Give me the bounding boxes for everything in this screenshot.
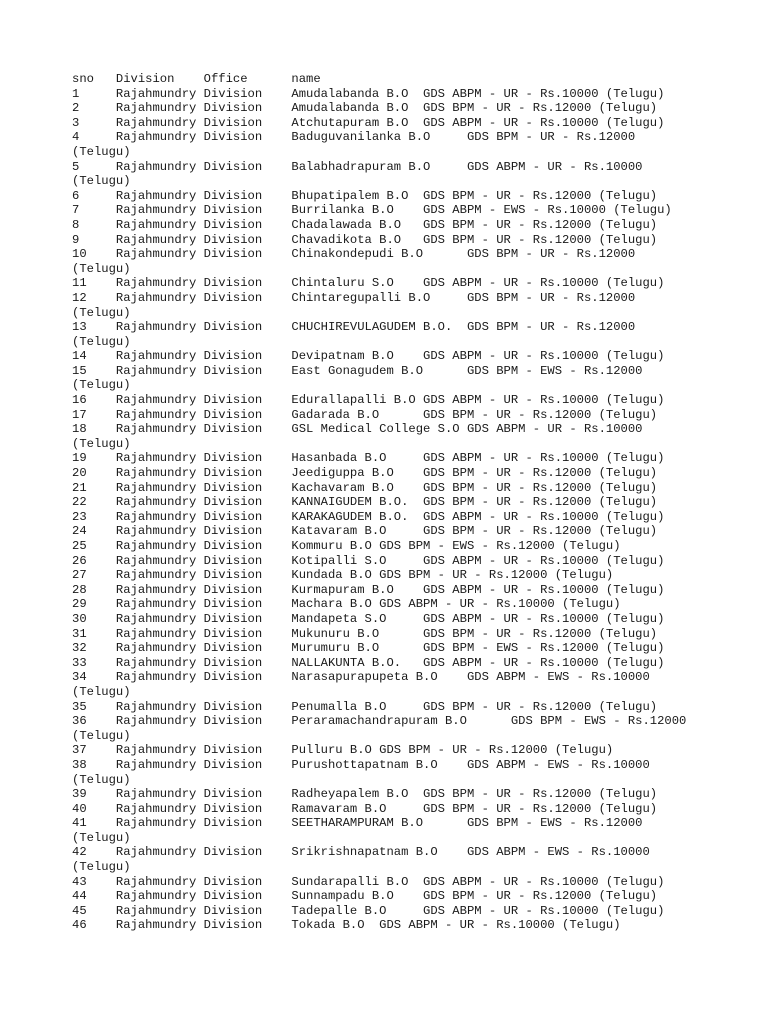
text-line: 11 Rajahmundry Division Chintaluru S.O GDS ABPM - UR - Rs.10000 (Telugu)	[72, 276, 665, 291]
text-line: (Telugu)	[72, 334, 131, 349]
text-line: 41 Rajahmundry Division SEETHARAMPURAM B.O GDS BPM - EWS - Rs.12000	[72, 816, 643, 831]
text-line: (Telugu)	[72, 305, 131, 320]
text-line: 7 Rajahmundry Division Burrilanka B.O GDS ABPM - EWS - Rs.10000 (Telugu)	[72, 203, 672, 218]
text-line: 2 Rajahmundry Division Amudalabanda B.O GDS BPM - UR - Rs.12000 (Telugu)	[72, 101, 658, 116]
text-line: (Telugu)	[72, 174, 131, 189]
text-line: 42 Rajahmundry Division Srikrishnapatnam B.O GDS ABPM - EWS - Rs.10000	[72, 845, 650, 860]
text-line: 28 Rajahmundry Division Kurmapuram B.O GDS ABPM - UR - Rs.10000 (Telugu)	[72, 582, 665, 597]
text-line: (Telugu)	[72, 772, 131, 787]
text-line: 21 Rajahmundry Division Kachavaram B.O GDS BPM - UR - Rs.12000 (Telugu)	[72, 480, 658, 495]
text-line: 15 Rajahmundry Division East Gonagudem B.O GDS BPM - EWS - Rs.12000	[72, 363, 643, 378]
text-line: 45 Rajahmundry Division Tadepalle B.O GDS ABPM - UR - Rs.10000 (Telugu)	[72, 903, 665, 918]
text-line: 26 Rajahmundry Division Kotipalli S.O GDS ABPM - UR - Rs.10000 (Telugu)	[72, 553, 665, 568]
text-line: 24 Rajahmundry Division Katavaram B.O GDS BPM - UR - Rs.12000 (Telugu)	[72, 524, 658, 539]
text-line: 40 Rajahmundry Division Ramavaram B.O GDS BPM - UR - Rs.12000 (Telugu)	[72, 801, 658, 816]
text-line: 5 Rajahmundry Division Balabhadrapuram B.O GDS ABPM - UR - Rs.10000	[72, 159, 643, 174]
text-line: 16 Rajahmundry Division Edurallapalli B.O GDS ABPM - UR - Rs.10000 (Telugu)	[72, 393, 665, 408]
text-line: 20 Rajahmundry Division Jeediguppa B.O GDS BPM - UR - Rs.12000 (Telugu)	[72, 466, 658, 481]
text-line: 25 Rajahmundry Division Kommuru B.O GDS BPM - EWS - Rs.12000 (Telugu)	[72, 539, 621, 553]
text-line: 35 Rajahmundry Division Penumalla B.O GDS BPM - UR - Rs.12000 (Telugu)	[72, 699, 658, 714]
text-line: 18 Rajahmundry Division GSL Medical College S.O GDS ABPM - UR - Rs.10000	[72, 422, 643, 437]
text-line: 1 Rajahmundry Division Amudalabanda B.O GDS ABPM - UR - Rs.10000 (Telugu)	[72, 86, 665, 101]
text-line: 10 Rajahmundry Division Chinakondepudi B.O GDS BPM - UR - Rs.12000	[72, 247, 636, 262]
text-line: 30 Rajahmundry Division Mandapeta S.O GDS ABPM - UR - Rs.10000 (Telugu)	[72, 611, 665, 626]
text-line: 22 Rajahmundry Division KANNAIGUDEM B.O. GDS BPM - UR - Rs.12000 (Telugu)	[72, 495, 658, 510]
text-line: 17 Rajahmundry Division Gadarada B.O GDS BPM - UR - Rs.12000 (Telugu)	[72, 407, 658, 422]
text-line: (Telugu)	[72, 860, 131, 875]
text-line: 4 Rajahmundry Division Baduguvanilanka B.O GDS BPM - UR - Rs.12000	[72, 130, 636, 145]
text-line: 8 Rajahmundry Division Chadalawada B.O GDS BPM - UR - Rs.12000 (Telugu)	[72, 217, 658, 232]
text-line: 14 Rajahmundry Division Devipatnam B.O GDS ABPM - UR - Rs.10000 (Telugu)	[72, 349, 665, 364]
text-line: 12 Rajahmundry Division Chintaregupalli B.O GDS BPM - UR - Rs.12000	[72, 290, 636, 305]
text-line: 9 Rajahmundry Division Chavadikota B.O GDS BPM - UR - Rs.12000 (Telugu)	[72, 232, 658, 247]
text-line: 29 Rajahmundry Division Machara B.O GDS ABPM - UR - Rs.10000 (Telugu)	[72, 597, 621, 612]
text-line: 13 Rajahmundry Division CHUCHIREVULAGUDEM B.O. GDS BPM - UR - Rs.12000	[72, 320, 636, 335]
text-line: (Telugu)	[72, 728, 131, 743]
text-line: 32 Rajahmundry Division Murumuru B.O GDS BPM - EWS - Rs.12000 (Telugu)	[72, 641, 665, 656]
text-line: 38 Rajahmundry Division Purushottapatnam B.O GDS ABPM - EWS - Rs.10000	[72, 757, 650, 772]
text-line: 6 Rajahmundry Division Bhupatipalem B.O GDS BPM - UR - Rs.12000 (Telugu)	[72, 188, 658, 203]
text-line: 23 Rajahmundry Division KARAKAGUDEM B.O. GDS ABPM - UR - Rs.10000 (Telugu)	[72, 509, 665, 524]
text-line: (Telugu)	[72, 261, 131, 276]
text-line: 37 Rajahmundry Division Pulluru B.O GDS BPM - UR - Rs.12000 (Telugu)	[72, 743, 614, 758]
text-line: 33 Rajahmundry Division NALLAKUNTA B.O. GDS ABPM - UR - Rs.10000 (Telugu)	[72, 655, 665, 670]
text-line: 44 Rajahmundry Division Sunnampadu B.O GDS BPM - UR - Rs.12000 (Telugu)	[72, 889, 658, 904]
text-line: 19 Rajahmundry Division Hasanbada B.O GDS ABPM - UR - Rs.10000 (Telugu)	[72, 451, 665, 466]
header-line: sno Division Office name	[72, 72, 321, 86]
text-line: 46 Rajahmundry Division Tokada B.O GDS ABPM - UR - Rs.10000 (Telugu)	[72, 918, 621, 933]
document-text	[72, 72, 752, 933]
text-line: 27 Rajahmundry Division Kundada B.O GDS BPM - UR - Rs.12000 (Telugu)	[72, 568, 614, 583]
text-line: (Telugu)	[72, 684, 131, 699]
text-line: 36 Rajahmundry Division Peraramachandrapuram B.O GDS BPM - EWS - Rs.12000	[72, 714, 687, 729]
text-line: 31 Rajahmundry Division Mukunuru B.O GDS BPM - UR - Rs.12000 (Telugu)	[72, 626, 658, 641]
text-line: (Telugu)	[72, 144, 131, 159]
text-line: 34 Rajahmundry Division Narasapurapupeta B.O GDS ABPM - EWS - Rs.10000	[72, 670, 650, 685]
text-line: 3 Rajahmundry Division Atchutapuram B.O GDS ABPM - UR - Rs.10000 (Telugu)	[72, 115, 665, 130]
text-line: (Telugu)	[72, 436, 131, 451]
text-line: (Telugu)	[72, 378, 131, 393]
text-line: 39 Rajahmundry Division Radheyapalem B.O GDS BPM - UR - Rs.12000 (Telugu)	[72, 787, 658, 802]
text-line: 43 Rajahmundry Division Sundarapalli B.O GDS ABPM - UR - Rs.10000 (Telugu)	[72, 874, 665, 889]
text-line: (Telugu)	[72, 830, 131, 845]
